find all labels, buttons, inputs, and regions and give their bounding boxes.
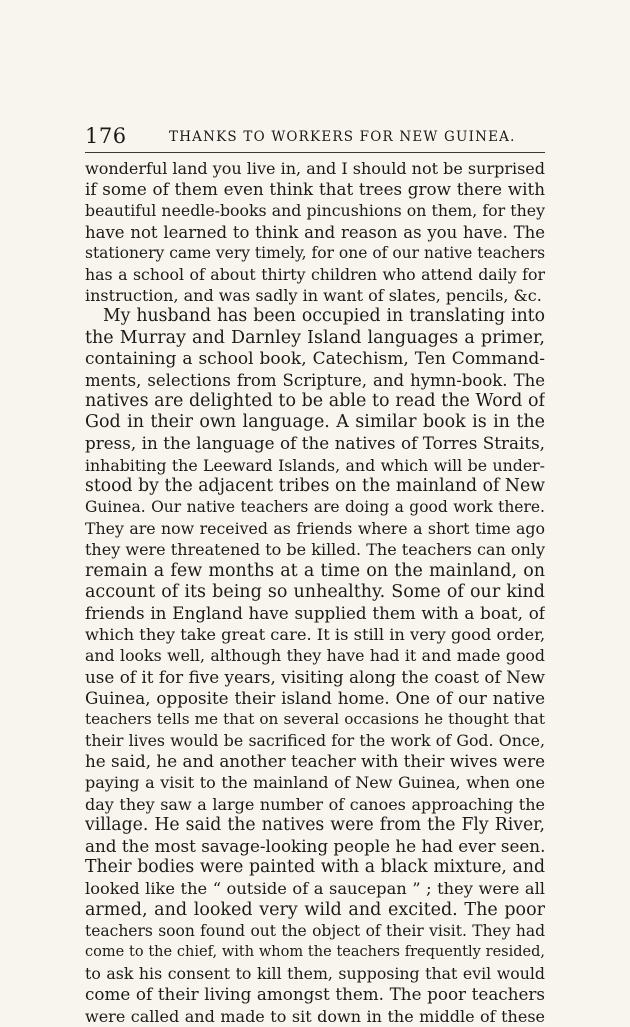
running-head: THANKS TO WORKERS FOR NEW GUINEA. xyxy=(169,129,516,145)
text-line: has a school of about thirty children who attend daily for xyxy=(85,264,545,284)
text-line: their lives would be sacrificed for the work of God. Once, xyxy=(85,731,545,751)
text-line: stationery came very timely, for one of our native teachers xyxy=(85,243,545,262)
text-line: Their bodies were painted with a black mixture, and xyxy=(85,857,545,878)
text-line: day they saw a large number of canoes approaching the xyxy=(85,794,545,814)
text-line: Guinea, opposite their island home. One of our native xyxy=(85,687,545,708)
text-line: inhabiting the Leeward Islands, and which will be under- xyxy=(85,455,545,475)
text-line: and looks well, although they have had it and made good xyxy=(85,646,545,666)
text-line: natives are delighted to be able to read the Word of xyxy=(85,391,545,412)
text-line: containing a school book, Catechism, Ten Command- xyxy=(85,348,545,369)
text-line: they were threatened to be killed. The teachers can only xyxy=(85,540,545,560)
header-rule xyxy=(85,152,545,153)
text-line: teachers soon found out the object of their visit. They had xyxy=(85,921,545,940)
paragraph-start-line: My husband has been occupied in translating into xyxy=(103,306,545,327)
text-line: armed, and looked very wild and excited. The poor xyxy=(85,899,545,920)
body-text xyxy=(85,158,545,1027)
text-line: stood by the adjacent tribes on the mainland of New xyxy=(85,475,545,496)
text-line: which they take great care. It is still in very good order, xyxy=(85,625,545,645)
text-line: come of their living amongst them. The poor teachers xyxy=(85,984,545,1005)
text-line: come to the chief, with whom the teachers frequently resided, xyxy=(85,943,545,960)
text-line: have not learned to think and reason as you have. The xyxy=(85,222,545,242)
text-line: wonderful land you live in, and I should not be surprised xyxy=(85,159,545,178)
text-line: village. He said the natives were from the Fly River, xyxy=(85,814,545,835)
text-line: beautiful needle-books and pincushions on them, for they xyxy=(85,201,545,221)
text-line: press, in the language of the natives of Torres Straits, xyxy=(85,433,545,454)
page-header xyxy=(85,124,545,148)
text-line: Guinea. Our native teachers are doing a good work there. xyxy=(85,498,545,516)
text-line: if some of them even think that trees grow there with xyxy=(85,179,545,200)
text-line: ments, selections from Scripture, and hymn-book. The xyxy=(85,370,545,390)
text-line: looked like the “ outside of a saucepan ” ; they were all xyxy=(85,879,545,899)
text-line: the Murray and Darnley Island languages a primer, xyxy=(85,327,545,348)
text-line: They are now received as friends where a short time ago xyxy=(85,519,545,539)
text-line: teachers tells me that on several occasions he thought that xyxy=(85,709,545,728)
text-line: to ask his consent to kill them, supposing that evil would xyxy=(85,964,545,984)
text-line: remain a few months at a time on the mainland, on xyxy=(85,560,545,581)
text-line: he said, he and another teacher with their wives were xyxy=(85,751,545,772)
text-line: friends in England have supplied them with a boat, of xyxy=(85,602,545,623)
text-line: use of it for five years, visiting along the coast of New xyxy=(85,666,545,687)
text-line: instruction, and was sadly in want of slates, pencils, &c. xyxy=(85,286,542,306)
text-line: account of its being so unhealthy. Some of our kind xyxy=(85,581,545,602)
page-number: 176 xyxy=(85,124,127,148)
text-line: and the most savage-looking people he had ever seen. xyxy=(85,836,545,856)
text-line: paying a visit to the mainland of New Guinea, when one xyxy=(85,773,545,793)
text-line: were called and made to sit down in the middle of these xyxy=(85,1006,545,1026)
text-line: God in their own language. A similar book is in the xyxy=(85,412,545,433)
